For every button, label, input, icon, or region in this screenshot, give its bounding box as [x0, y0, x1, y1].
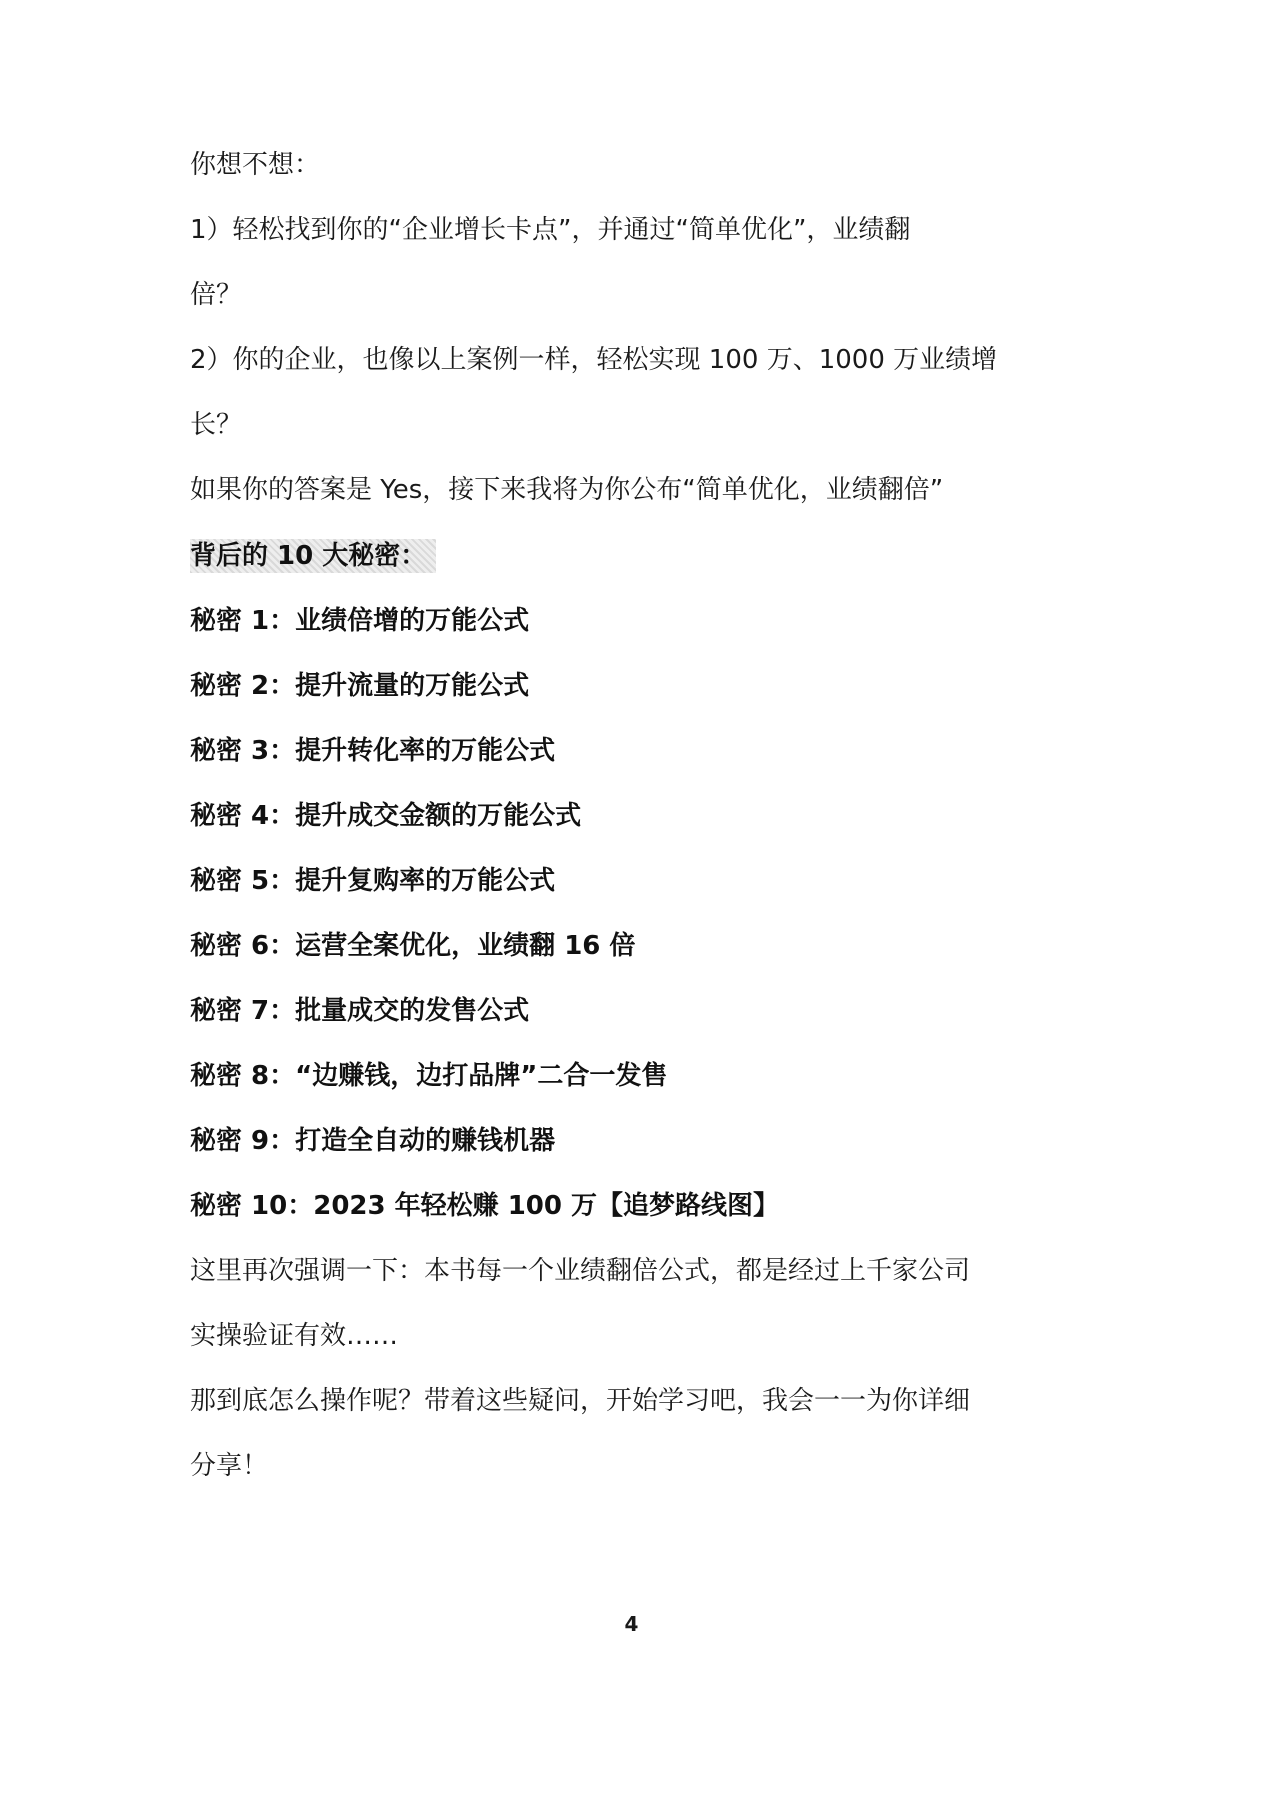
secret-item-8: 秘密 8：“边赚钱，边打品牌”二合一发售 — [190, 1061, 668, 1091]
intro-item-2-line-2: 长？ — [190, 410, 243, 440]
intro-item-1-line-2: 倍？ — [190, 280, 243, 310]
secret-item-1: 秘密 1：业绩倍增的万能公式 — [190, 606, 530, 636]
secret-item-6: 秘密 6：运营全案优化，业绩翻 16 倍 — [190, 931, 636, 961]
intro-item-2-line-1: 2）你的企业，也像以上案例一样，轻松实现 100 万、1000 万业绩增 — [190, 345, 998, 375]
secret-item-5: 秘密 5：提升复购率的万能公式 — [190, 866, 556, 896]
intro-question: 你想不想： — [190, 150, 321, 180]
emphasis-line-2: 实操验证有效…… — [190, 1321, 399, 1351]
page-number: 4 — [624, 1612, 639, 1636]
secret-item-10: 秘密 10：2023 年轻松赚 100 万【追梦路线图】 — [190, 1191, 780, 1221]
secret-item-7: 秘密 7：批量成交的发售公式 — [190, 996, 530, 1026]
secrets-heading — [190, 536, 436, 576]
secret-item-2: 秘密 2：提升流量的万能公式 — [190, 671, 530, 701]
emphasis-line-1: 这里再次强调一下：本书每一个业绩翻倍公式，都是经过上千家公司 — [190, 1256, 971, 1286]
secret-item-9: 秘密 9：打造全自动的赚钱机器 — [190, 1126, 556, 1156]
intro-item-1-line-1: 1）轻松找到你的“企业增长卡点”，并通过“简单优化”，业绩翻 — [190, 215, 911, 245]
secret-item-3: 秘密 3：提升转化率的万能公式 — [190, 736, 556, 766]
invite-line-2: 分享！ — [190, 1451, 269, 1481]
secrets-heading-text: 背后的 10 大秘密： — [190, 539, 436, 573]
intro-answer-line: 如果你的答案是 Yes，接下来我将为你公布“简单优化，业绩翻倍” — [190, 475, 944, 505]
invite-line-1: 那到底怎么操作呢？带着这些疑问，开始学习吧，我会一一为你详细 — [190, 1386, 971, 1416]
secret-item-4: 秘密 4：提升成交金额的万能公式 — [190, 801, 582, 831]
